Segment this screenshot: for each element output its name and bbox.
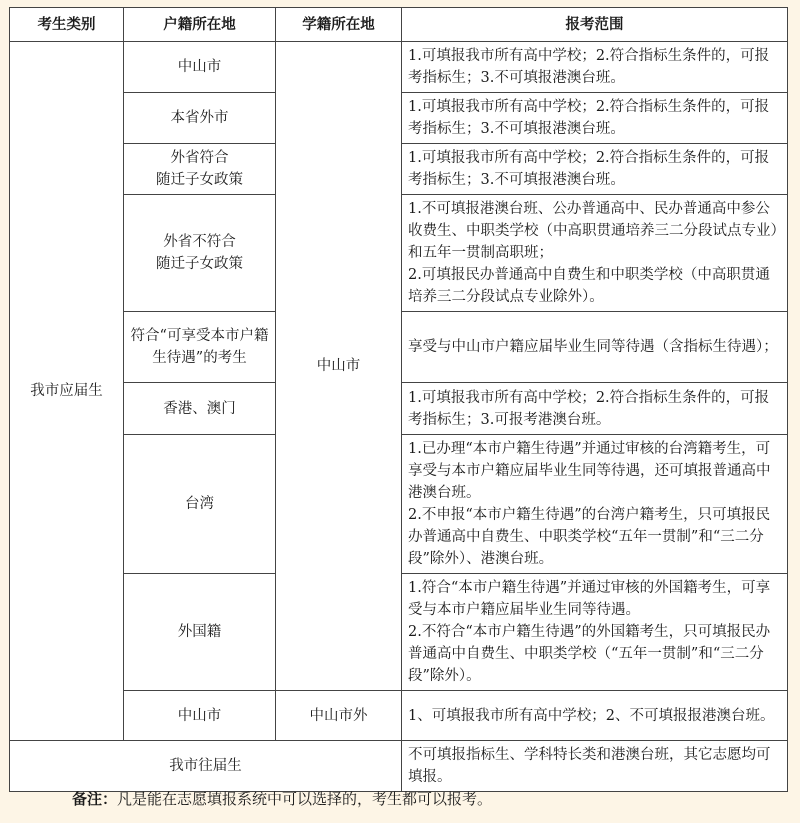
table-row: [10, 741, 788, 792]
scope-cell: 1.可填报我市所有高中学校；2.符合指标生条件的，可报考指标生；3.不可填报港澳台班。: [402, 144, 788, 195]
hukou-cell: 本省外市: [124, 93, 276, 144]
footnote-text: 凡是能在志愿填报系统中可以选择的，考生都可以报考。: [117, 790, 493, 808]
header-student-category: 考生类别: [10, 8, 124, 42]
school-location-cell: 中山市外: [276, 691, 402, 741]
hukou-cell: 台湾: [124, 435, 276, 574]
school-location-cell: 中山市: [276, 42, 402, 691]
scope-cell: 1.可填报我市所有高中学校；2.符合指标生条件的，可报考指标生；3.可报考港澳台班。: [402, 383, 788, 435]
scope-cell: 享受与中山市户籍应届毕业生同等待遇（含指标生待遇）；: [402, 312, 788, 383]
hukou-cell: 外国籍: [124, 574, 276, 691]
table-row: [10, 691, 788, 741]
footnote: [72, 788, 492, 810]
table-header-row: [10, 8, 788, 42]
header-school-registration-location: 学籍所在地: [276, 8, 402, 42]
category-past-graduates: 我市往届生: [10, 741, 402, 792]
header-hukou-location: 户籍所在地: [124, 8, 276, 42]
scope-cell: 1.可填报我市所有高中学校；2.符合指标生条件的，可报考指标生；3.不可填报港澳台班。: [402, 93, 788, 144]
scope-cell: 1.不可填报港澳台班、公办普通高中、民办普通高中参公收费生、中职类学校（中高职贯通培养三二分段试点专业）和五年一贯制高职班； 2.可填报民办普通高中自费生和中职类学校（中高职贯通培养三二分段试点专业除外）。: [402, 195, 788, 312]
hukou-cell: 外省符合 随迁子女政策: [124, 144, 276, 195]
scope-cell: 1.已办理“本市户籍生待遇”并通过审核的台湾籍考生，可享受与本市户籍应届毕业生同等待遇，还可填报普通高中港澳台班。 2.不申报“本市户籍生待遇”的台湾户籍考生，只可填报民办普通高中自费生、中职类学校“五年一贯制”和“三二分段”除外）、港澳台班。: [402, 435, 788, 574]
scope-cell: 1、可填报我市所有高中学校；2、不可填报报港澳台班。: [402, 691, 788, 741]
header-application-scope: 报考范围: [402, 8, 788, 42]
scope-cell: 1.符合“本市户籍生待遇”并通过审核的外国籍考生，可享受与本市户籍应届毕业生同等待遇。 2.不符合“本市户籍生待遇”的外国籍考生，只可填报民办普通高中自费生、中职类学校（“五年一贯制”和“三二分段”除外）。: [402, 574, 788, 691]
enrollment-scope-table: [9, 7, 788, 792]
hukou-cell: 中山市: [124, 42, 276, 93]
scope-cell: 1.可填报我市所有高中学校；2.符合指标生条件的，可报考指标生；3.不可填报港澳台班。: [402, 42, 788, 93]
policy-table-container: [9, 7, 787, 792]
footnote-label: 备注：: [72, 790, 118, 808]
table-row: [10, 42, 788, 93]
scope-cell: 不可填报指标生、学科特长类和港澳台班，其它志愿均可填报。: [402, 741, 788, 792]
hukou-cell: 香港、澳门: [124, 383, 276, 435]
hukou-cell: 中山市: [124, 691, 276, 741]
hukou-cell: 符合“可享受本市户籍生待遇”的考生: [124, 312, 276, 383]
category-current-graduates: 我市应届生: [10, 42, 124, 741]
hukou-cell: 外省不符合 随迁子女政策: [124, 195, 276, 312]
